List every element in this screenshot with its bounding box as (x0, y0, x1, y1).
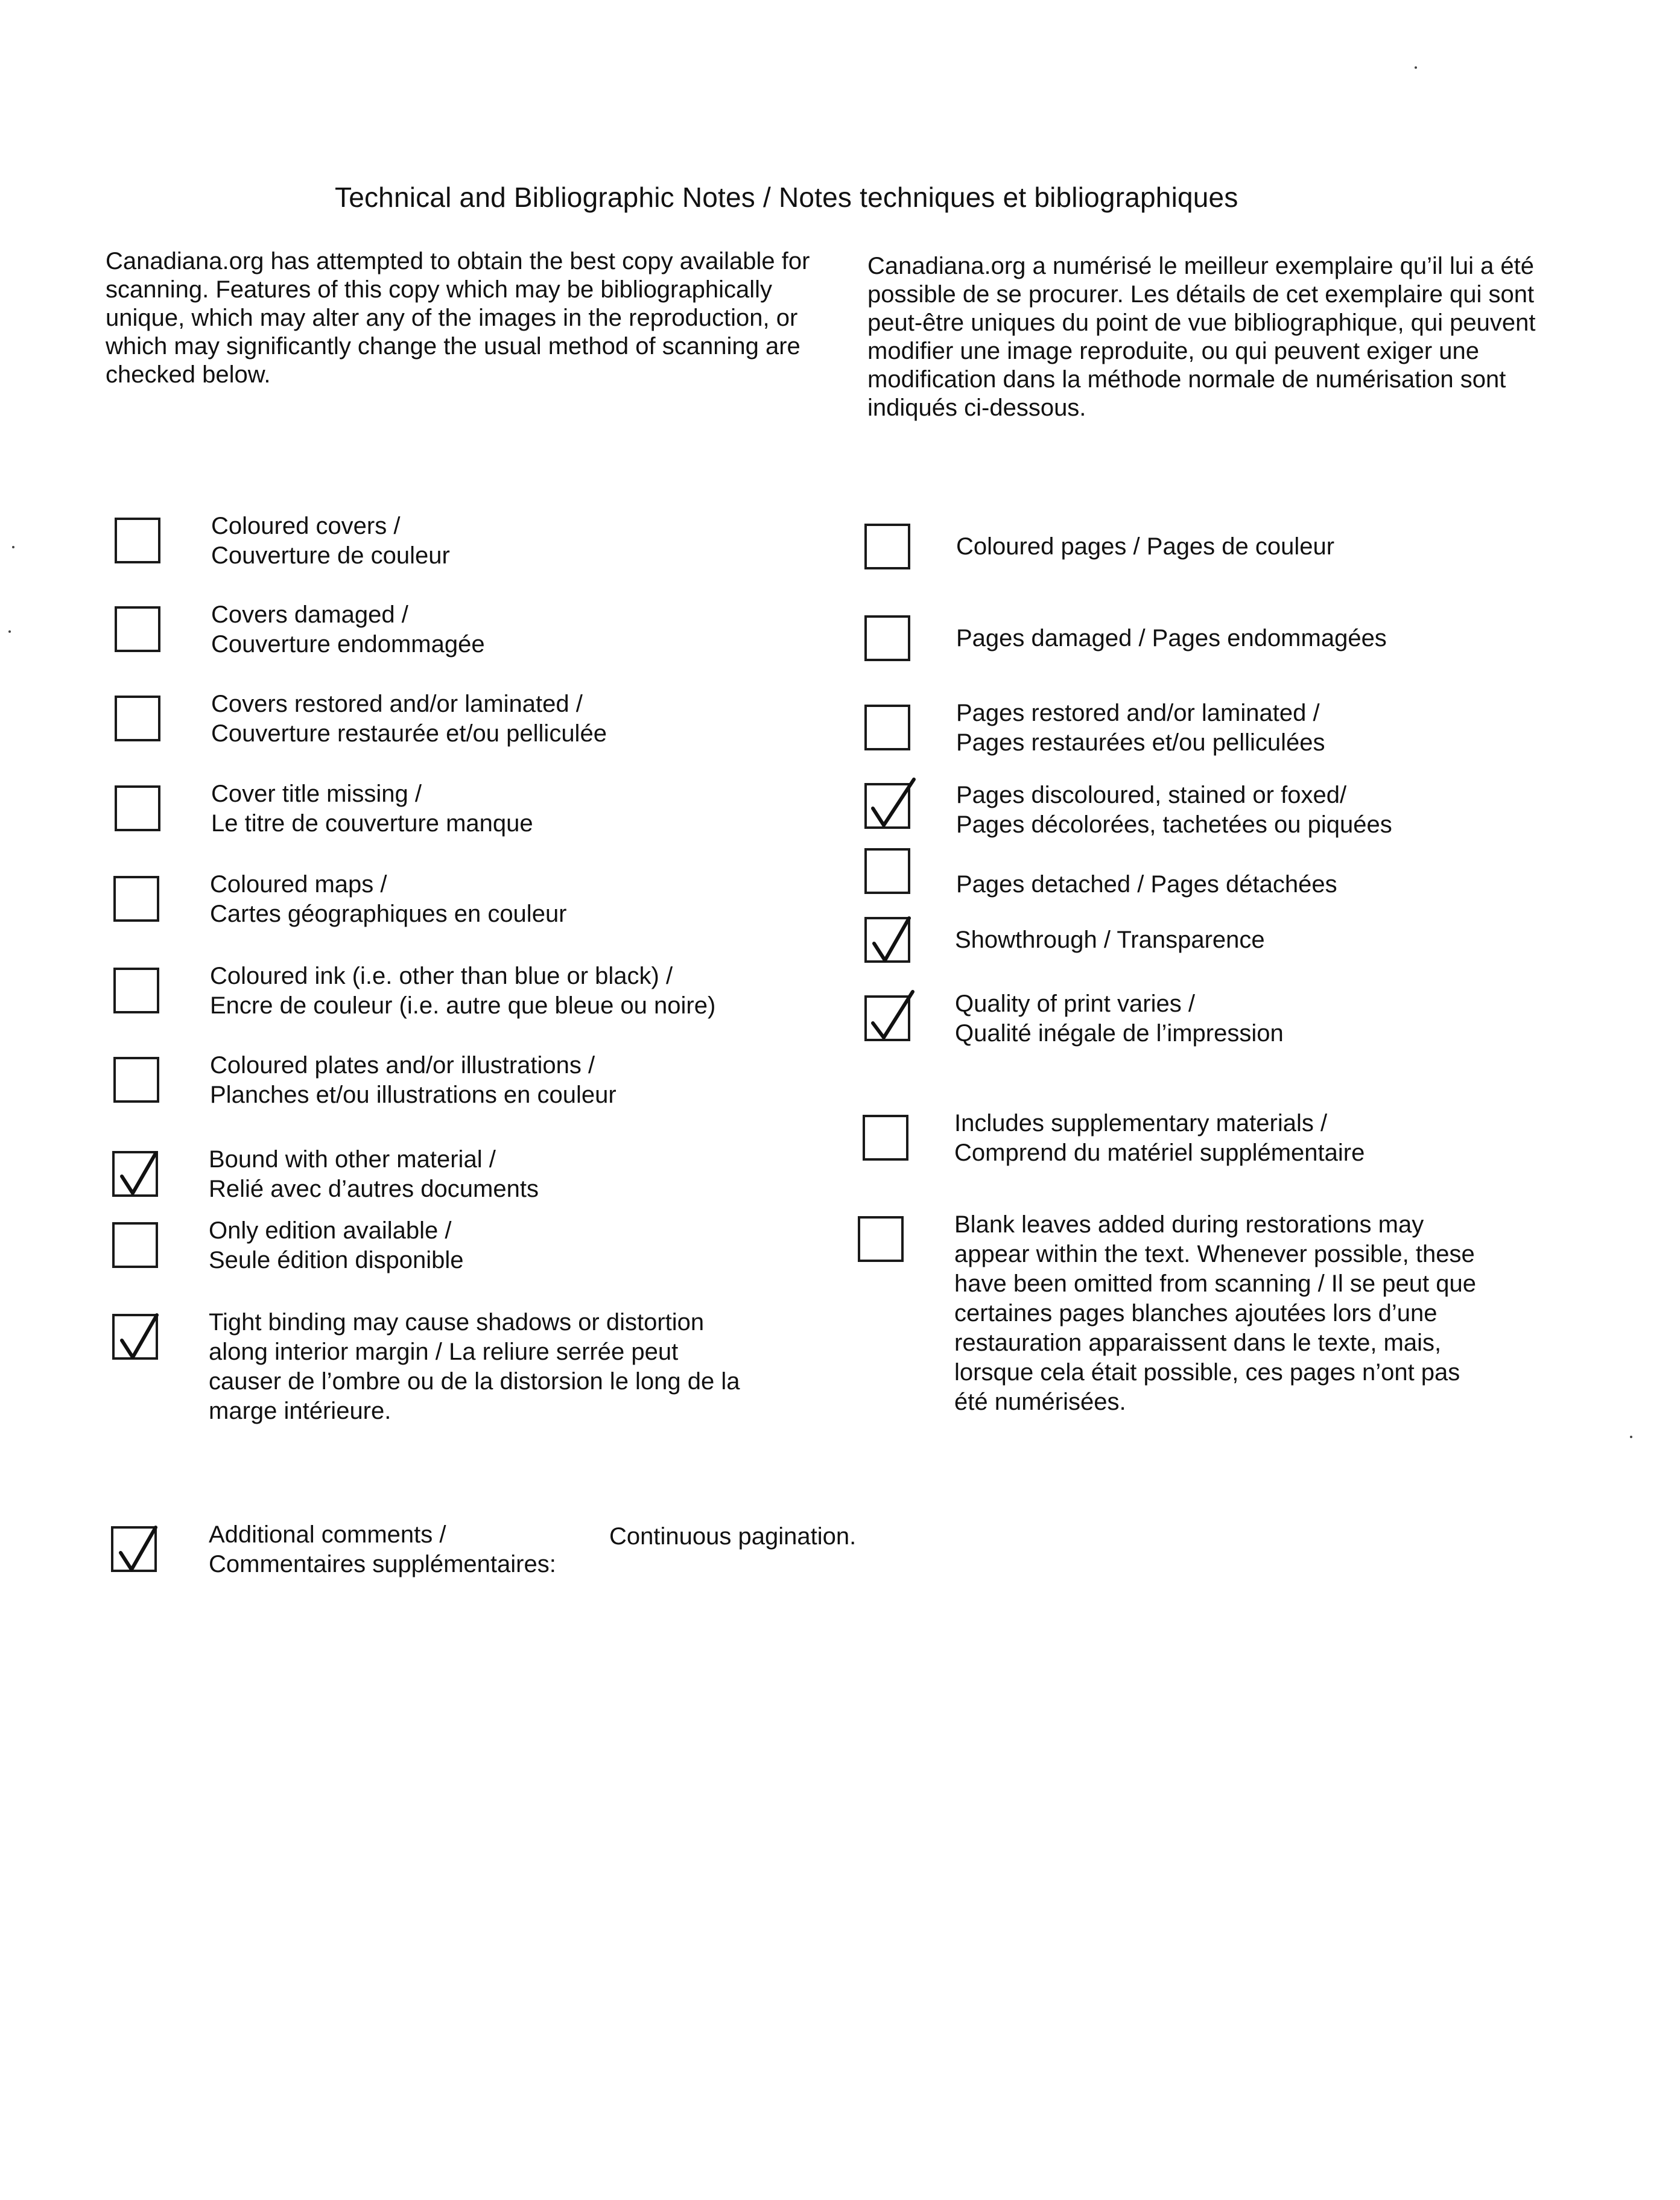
item-label: Showthrough / Transparence (955, 927, 1265, 953)
checkbox-additional-comments[interactable] (111, 1526, 157, 1572)
item-label: Only edition available / Seule édition disponible (209, 1217, 464, 1273)
item-label: Pages detached / Pages détachées (956, 871, 1337, 898)
scan-speck (1630, 1436, 1632, 1438)
checkbox-pages-restored[interactable] (864, 705, 910, 750)
item-label: Covers damaged / Couverture endommagée (211, 601, 485, 658)
checkbox-bound-with-other[interactable] (112, 1151, 158, 1197)
checkbox-pages-discoloured[interactable] (864, 783, 910, 829)
additional-comments-value: Continuous pagination. (609, 1523, 857, 1550)
intro-english: Canadiana.org has attempted to obtain the best copy available for scanning. Features of this copy which may be bibliographically unique, which may alter any of the images in the reproduction, or which may significantly change the usual method of scanning are checked below. (106, 248, 810, 388)
scan-speck (1415, 66, 1417, 69)
item-label: Includes supplementary materials / Comprend du matériel supplémentaire (954, 1110, 1365, 1166)
item-label: Coloured ink (i.e. other than blue or black) / Encre de couleur (i.e. autre que bleue ou noire) (210, 963, 716, 1019)
item-label: Quality of print varies / Qualité inégale de l’impression (955, 991, 1284, 1047)
item-label: Cover title missing / Le titre de couverture manque (211, 781, 533, 837)
item-label: Tight binding may cause shadows or distortion along interior margin / La reliure serrée peut causer de l’ombre ou de la distorsion le long de la marge intérieure. (209, 1309, 740, 1424)
item-label: Pages restored and/or laminated / Pages restaurées et/ou pelliculées (956, 700, 1325, 756)
item-label: Additional comments / Commentaires supplémentaires: (209, 1521, 556, 1577)
checkmark-icon (866, 989, 916, 1047)
item-label: Covers restored and/or laminated / Couverture restaurée et/ou pelliculée (211, 691, 607, 747)
scan-speck (12, 546, 14, 548)
checkbox-coloured-maps[interactable] (113, 876, 159, 922)
item-label: Coloured pages / Pages de couleur (956, 533, 1335, 560)
item-label: Bound with other material / Relié avec d’autres documents (209, 1146, 539, 1202)
checkbox-coloured-ink[interactable] (113, 968, 159, 1013)
checkbox-coloured-pages[interactable] (864, 524, 910, 569)
item-label: Pages damaged / Pages endommagées (956, 625, 1387, 651)
checkbox-only-edition[interactable] (112, 1222, 158, 1268)
checkmark-icon (113, 1308, 164, 1366)
checkbox-covers-restored[interactable] (115, 696, 160, 741)
intro-french: Canadiana.org a numérisé le meilleur exemplaire qu’il lui a été possible de se procurer. Les détails de cet exemplaire qui sont peut-être uniques du point de vue bibliographique, qui peuvent modifier une image reproduite, ou qui peuvent exiger une modification dans la méthode normale de numérisation sont indiqués ci-dessous. (867, 253, 1536, 421)
page-title: Technical and Bibliographic Notes / Notes techniques et bibliographiques (335, 182, 1238, 213)
checkmark-icon (112, 1520, 163, 1578)
checkmark-icon (113, 1145, 164, 1203)
item-label: Coloured covers / Couverture de couleur (211, 513, 450, 569)
item-label: Pages discoloured, stained or foxed/ Pages décolorées, tachetées ou piquées (956, 782, 1392, 838)
item-label: Coloured plates and/or illustrations / Planches et/ou illustrations en couleur (210, 1052, 617, 1108)
checkbox-pages-damaged[interactable] (864, 615, 910, 661)
checkbox-supplementary[interactable] (863, 1115, 908, 1161)
checkmark-icon (866, 911, 916, 969)
checkbox-cover-title-missing[interactable] (115, 785, 160, 831)
item-label: Blank leaves added during restorations may appear within the text. Whenever possible, these have been omitted from scanning / Il se peut que certaines pages blanches ajoutées lors d’une restauration apparaissent dans le texte, mais, lorsque cela était possible, ces pages n’ont pas été numérisées. (954, 1211, 1476, 1415)
item-label: Coloured maps / Cartes géographiques en couleur (210, 871, 567, 927)
checkbox-blank-leaves[interactable] (858, 1216, 904, 1262)
checkbox-pages-detached[interactable] (864, 848, 910, 894)
checkbox-covers-damaged[interactable] (115, 606, 160, 652)
checkbox-coloured-plates[interactable] (113, 1057, 159, 1103)
checkbox-coloured-covers[interactable] (115, 518, 160, 563)
scan-speck (8, 630, 11, 633)
checkmark-icon (866, 777, 916, 835)
checkbox-tight-binding[interactable] (112, 1314, 158, 1360)
checkbox-quality-of-print[interactable] (864, 995, 910, 1041)
checkbox-showthrough[interactable] (864, 917, 910, 963)
